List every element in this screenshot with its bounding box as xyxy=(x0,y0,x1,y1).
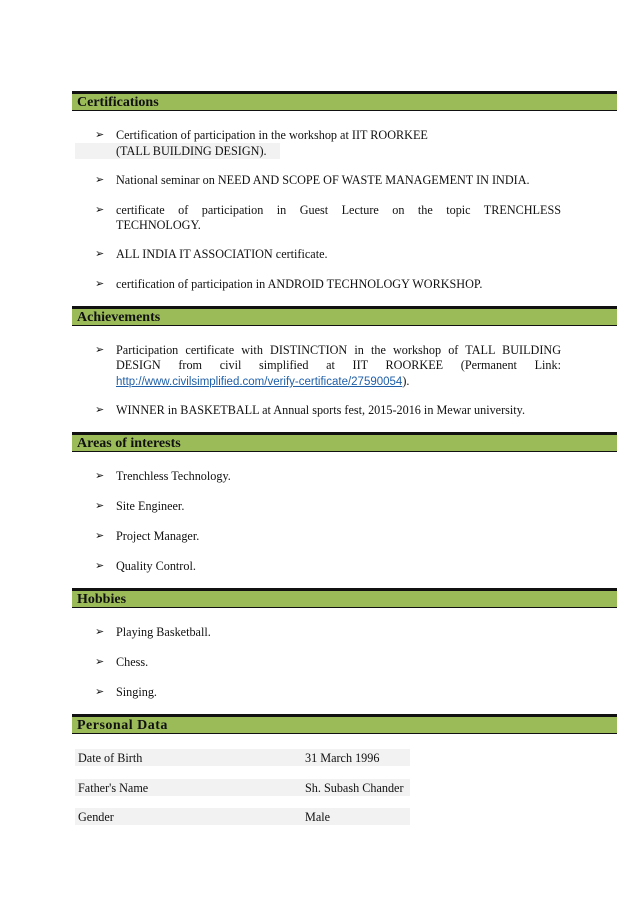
interests-header xyxy=(72,432,617,452)
bullet-arrow-icon: ➢ xyxy=(95,686,105,698)
personal-data-header xyxy=(72,714,617,734)
bullet-arrow-icon: ➢ xyxy=(95,470,105,482)
list-item: Certification of participation in the workshop at IIT ROORKEE xyxy=(116,128,428,142)
bullet-arrow-icon: ➢ xyxy=(95,174,105,186)
personal-value: Sh. Subash Chander xyxy=(305,781,404,795)
personal-value: 31 March 1996 xyxy=(305,751,380,765)
bullet-arrow-icon: ➢ xyxy=(95,278,105,290)
list-item: Site Engineer. xyxy=(116,499,185,513)
list-item: Singing. xyxy=(116,685,157,699)
list-item: certificate of participation in Guest Lecture on the topic TRENCHLESS xyxy=(116,203,561,217)
personal-label: Gender xyxy=(78,810,114,824)
section-title: Hobbies xyxy=(77,592,127,607)
section-title: Personal Data xyxy=(77,718,168,733)
list-item: Quality Control. xyxy=(116,559,196,573)
list-item: Trenchless Technology. xyxy=(116,469,231,483)
achievements-header xyxy=(72,306,617,326)
list-item: Chess. xyxy=(116,655,149,669)
bullet-arrow-icon: ➢ xyxy=(95,626,105,638)
link-suffix: ). xyxy=(402,374,410,388)
list-item: (TALL BUILDING DESIGN). xyxy=(116,144,267,158)
list-item: WINNER in BASKETBALL at Annual sports fest, 2015-2016 in Mewar university. xyxy=(116,403,526,417)
bullet-arrow-icon: ➢ xyxy=(95,404,105,416)
hobbies-header xyxy=(72,588,617,608)
bullet-arrow-icon: ➢ xyxy=(95,500,105,512)
bullet-arrow-icon: ➢ xyxy=(95,560,105,572)
certificate-link[interactable]: http://www.civilsimplified.com/verify-certificate/27590054 xyxy=(116,376,403,388)
list-item: Participation certificate with DISTINCTION in the workshop of TALL BUILDING xyxy=(116,343,561,357)
section-title: Certifications xyxy=(77,95,159,110)
list-item xyxy=(116,374,409,390)
list-item: National seminar on NEED AND SCOPE OF WASTE MANAGEMENT IN INDIA. xyxy=(116,173,530,187)
shade xyxy=(75,808,410,825)
bullet-arrow-icon: ➢ xyxy=(95,129,105,141)
bullet-arrow-icon: ➢ xyxy=(95,656,105,668)
personal-value: Male xyxy=(305,810,331,824)
list-item: Playing Basketball. xyxy=(116,625,211,639)
bullet-arrow-icon: ➢ xyxy=(95,344,105,356)
list-item: DESIGN from civil simplified at IIT ROORKEE (Permanent Link: xyxy=(116,358,561,372)
list-item: Project Manager. xyxy=(116,529,200,543)
bullet-arrow-icon: ➢ xyxy=(95,204,105,216)
list-item: certification of participation in ANDROID TECHNOLOGY WORKSHOP. xyxy=(116,277,483,291)
list-item: TECHNOLOGY. xyxy=(116,218,201,232)
bullet-arrow-icon: ➢ xyxy=(95,248,105,260)
personal-label: Date of Birth xyxy=(78,751,143,765)
list-item: ALL INDIA IT ASSOCIATION certificate. xyxy=(116,247,328,261)
section-title: Achievements xyxy=(77,310,161,325)
section-title: Areas of interests xyxy=(77,436,181,451)
certifications-header xyxy=(72,91,617,111)
bullet-arrow-icon: ➢ xyxy=(95,530,105,542)
personal-label: Father's Name xyxy=(78,781,149,795)
